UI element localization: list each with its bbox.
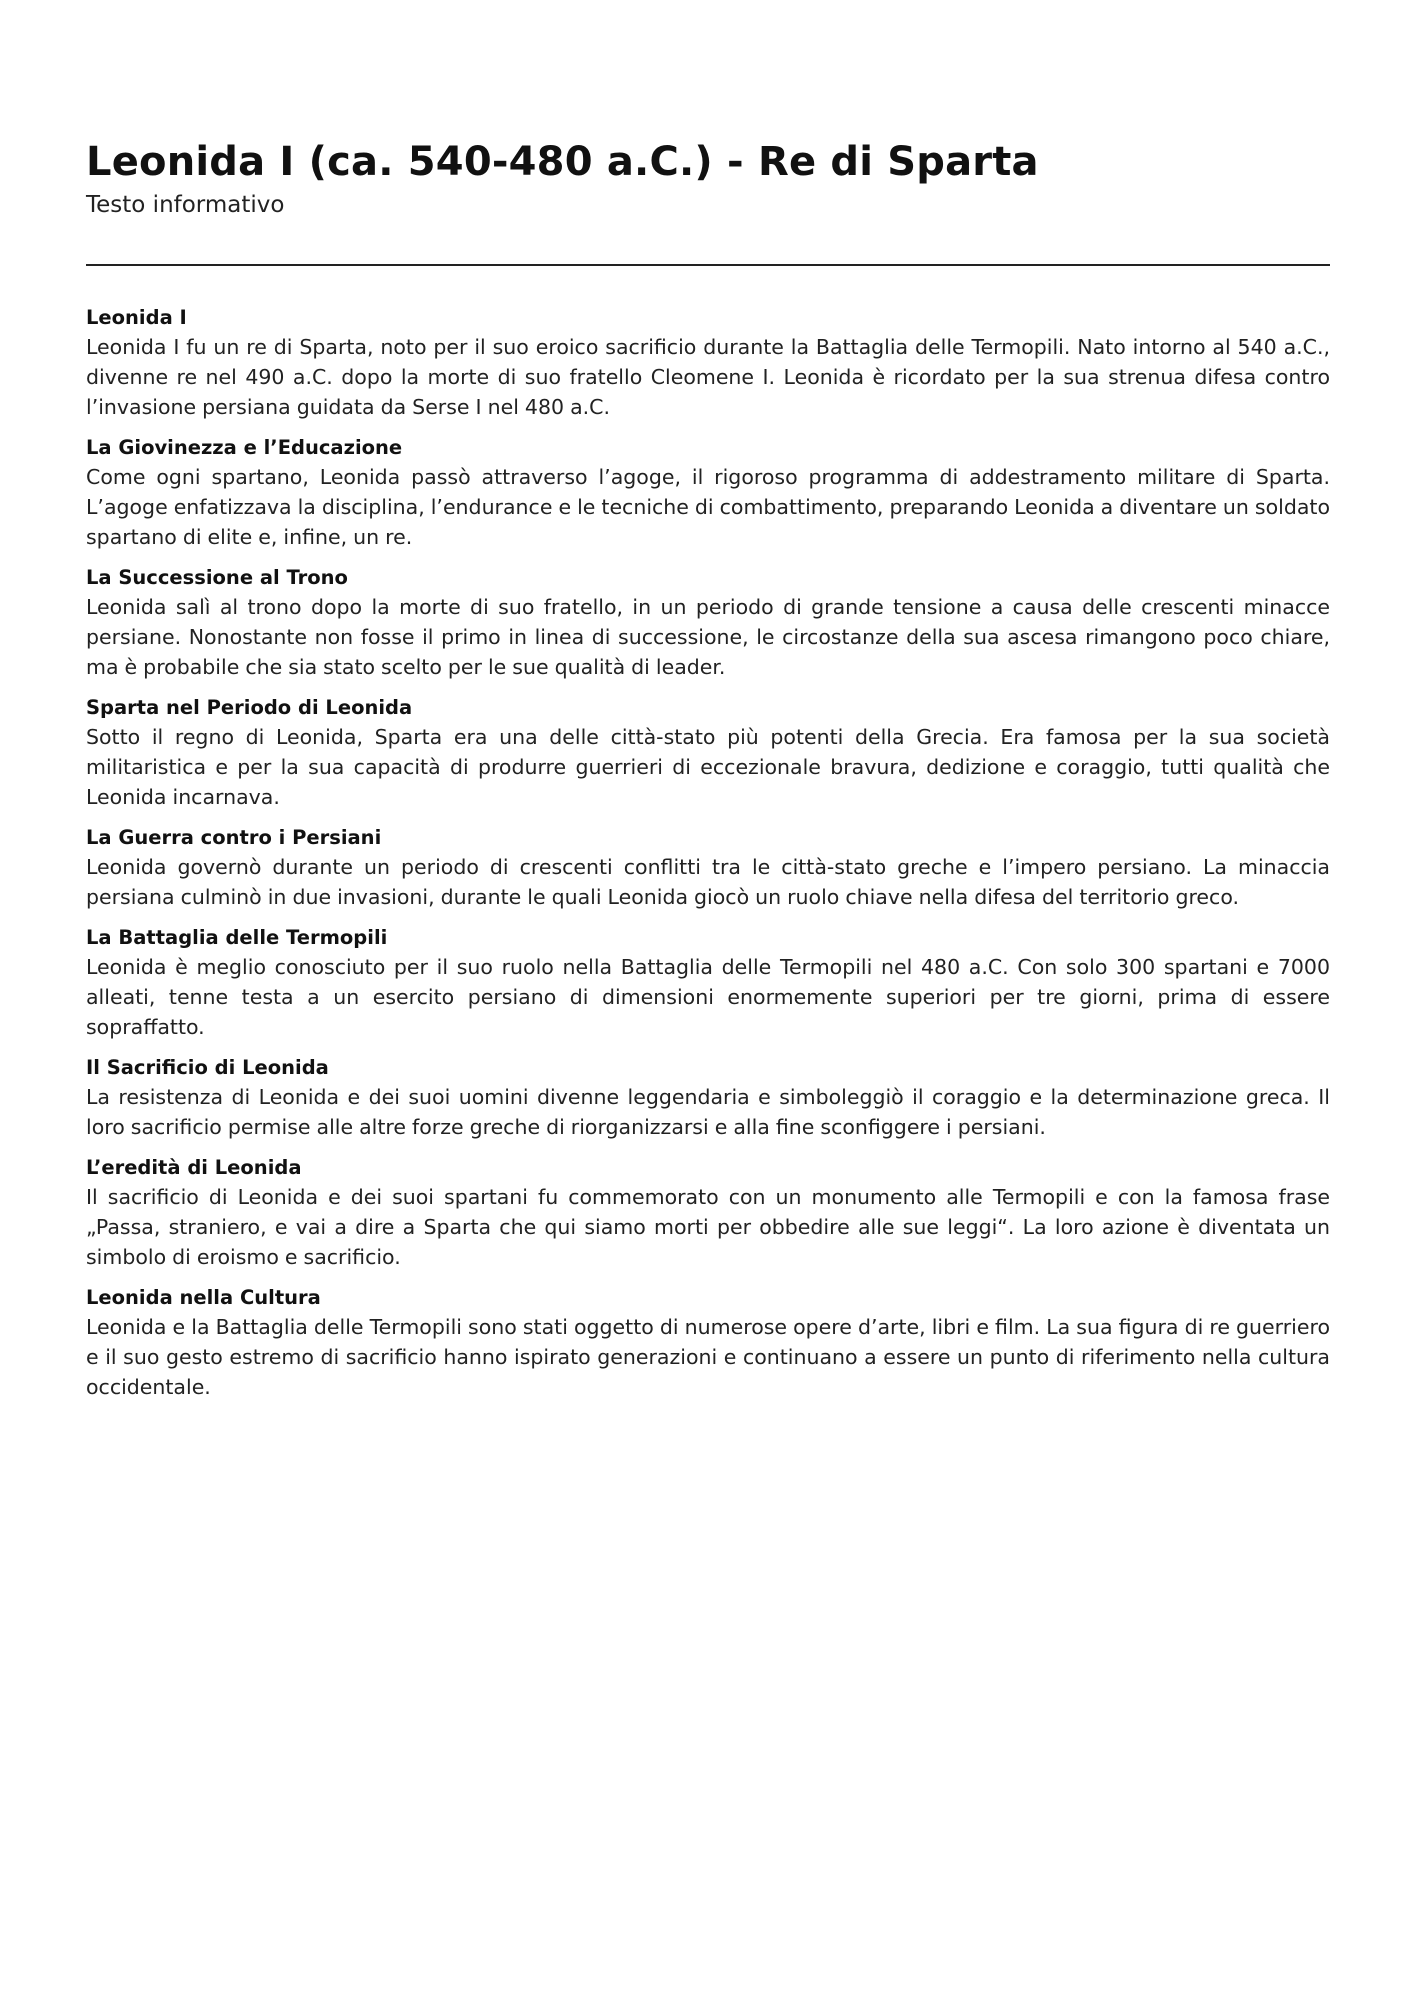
section-heading: La Battaglia delle Termopili	[86, 926, 388, 949]
section-body: Leonida salì al trono dopo la morte di suo fratello, in un periodo di grande tensione a causa delle crescenti minacce persiane. Nonostante non fosse il primo in linea di successione, le circostanze della sua ascesa rimangono poco chiare, ma è probabile che sia stato scelto per le sue qualità di leader.	[86, 595, 1330, 679]
section-sacrificio	[86, 1054, 1330, 1142]
document-page	[86, 136, 1330, 1414]
section-heading: La Successione al Trono	[86, 566, 348, 589]
section-body: Leonida I fu un re di Sparta, noto per il suo eroico sacrificio durante la Battaglia delle Termopili. Nato intorno al 540 a.C., divenne re nel 490 a.C. dopo la morte di suo fratello Cleomene I. Leonida è ricordato per la sua strenua difesa contro l’invasione persiana guidata da Serse I nel 480 a.C.	[86, 335, 1330, 419]
section-body: La resistenza di Leonida e dei suoi uomini divenne leggendaria e simboleggiò il coraggio e la determinazione greca. Il loro sacrificio permise alle altre forze greche di riorganizzarsi e alla fine sconfiggere i persiani.	[86, 1085, 1330, 1139]
section-heading: Leonida nella Cultura	[86, 1286, 321, 1309]
section-heading: La Guerra contro i Persiani	[86, 826, 382, 849]
section-body: Leonida e la Battaglia delle Termopili sono stati oggetto di numerose opere d’arte, libri e film. La sua figura di re guerriero e il suo gesto estremo di sacrificio hanno ispirato generazioni e continuano a essere un punto di riferimento nella cultura occidentale.	[86, 1315, 1330, 1399]
page-subtitle: Testo informativo	[86, 192, 285, 218]
section-heading: L’eredità di Leonida	[86, 1156, 302, 1179]
section-sparta	[86, 694, 1330, 812]
section-body: Leonida è meglio conosciuto per il suo ruolo nella Battaglia delle Termopili nel 480 a.C. Con solo 300 spartani e 7000 alleati, tenne testa a un esercito persiano di dimensioni enormemente superiori per tre giorni, prima di essere sopraffatto.	[86, 955, 1330, 1039]
section-successione	[86, 564, 1330, 682]
section-body: Leonida governò durante un periodo di crescenti conflitti tra le città-stato greche e l’impero persiano. La minaccia persiana culminò in due invasioni, durante le quali Leonida giocò un ruolo chiave nella difesa del territorio greco.	[86, 855, 1330, 909]
section-eredita	[86, 1154, 1330, 1272]
section-guerra	[86, 824, 1330, 912]
section-heading: La Giovinezza e l’Educazione	[86, 436, 403, 459]
title-divider	[86, 264, 1330, 266]
section-body: Il sacrificio di Leonida e dei suoi spartani fu commemorato con un monumento alle Termopili e con la famosa frase „Passa, straniero, e vai a dire a Sparta che qui siamo morti per obbedire alle sue leggi“. La loro azione è diventata un simbolo di eroismo e sacrificio.	[86, 1185, 1330, 1269]
section-heading: Il Sacrificio di Leonida	[86, 1056, 329, 1079]
page-title: Leonida I (ca. 540-480 a.C.) - Re di Sparta	[86, 139, 1039, 185]
section-cultura	[86, 1284, 1330, 1402]
section-body: Sotto il regno di Leonida, Sparta era una delle città-stato più potenti della Grecia. Era famosa per la sua società militaristica e per la sua capacità di produrre guerrieri di eccezionale bravura, dedizione e coraggio, tutti qualità che Leonida incarnava.	[86, 725, 1330, 809]
section-body: Come ogni spartano, Leonida passò attraverso l’agoge, il rigoroso programma di addestramento militare di Sparta. L’agoge enfatizzava la disciplina, l’endurance e le tecniche di combattimento, preparando Leonida a diventare un soldato spartano di elite e, infine, un re.	[86, 465, 1330, 549]
section-leonida-i	[86, 304, 1330, 422]
section-heading: Leonida I	[86, 306, 187, 329]
section-giovinezza	[86, 434, 1330, 552]
section-termopili	[86, 924, 1330, 1042]
section-heading: Sparta nel Periodo di Leonida	[86, 696, 413, 719]
